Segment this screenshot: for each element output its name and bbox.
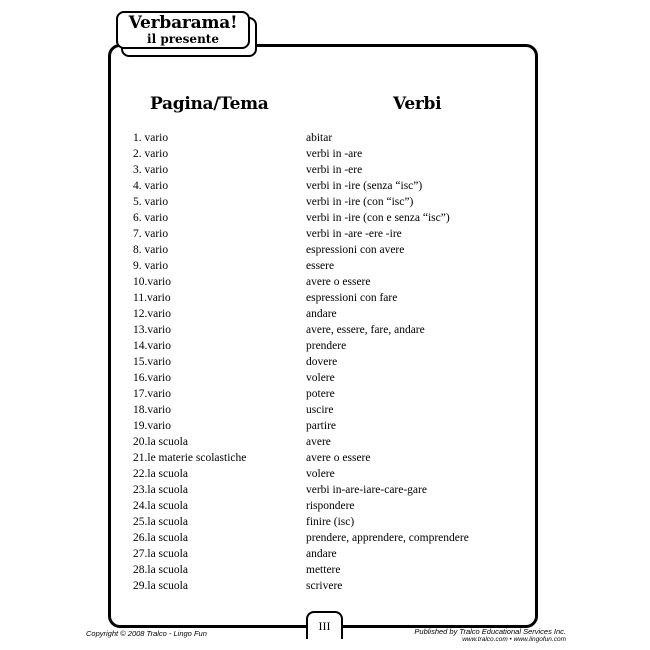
pagina-tema-cell: 6. vario [133,212,169,224]
list-item [133,418,523,434]
verbi-cell: prendere, apprendere, comprendere [306,532,469,544]
footer-websites: www.tralco.com • www.lingofun.com [462,636,566,643]
footer-copyright: Copyright © 2008 Tralco - Lingo Fun [86,629,207,638]
page-number: III [306,611,343,639]
list-item [133,226,523,242]
list-item [133,578,523,594]
list-item [133,498,523,514]
list-item [133,562,523,578]
badge-subtitle: il presente [147,32,219,46]
pagina-tema-cell: 4. vario [133,180,169,192]
verbi-cell: andare [306,548,337,560]
index-list [133,130,523,594]
pagina-tema-cell: 17.vario [133,388,172,400]
verbi-cell: scrivere [306,580,343,592]
column-header-pagina-tema: Pagina/Tema [150,94,269,114]
verbi-cell: espressioni con avere [306,244,405,256]
list-item [133,546,523,562]
verbi-cell: verbi in -ire (senza “isc”) [306,180,423,192]
pagina-tema-cell: 20.la scuola [133,436,188,448]
pagina-tema-cell: 26.la scuola [133,532,188,544]
pagina-tema-cell: 8. vario [133,244,169,256]
verbi-cell: avere, essere, fare, andare [306,324,425,336]
verbi-cell: avere o essere [306,452,371,464]
list-item [133,450,523,466]
list-item [133,178,523,194]
list-item [133,210,523,226]
pagina-tema-cell: 24.la scuola [133,500,188,512]
verbi-cell: avere o essere [306,276,371,288]
verbi-cell: volere [306,468,335,480]
pagina-tema-cell: 22.la scuola [133,468,188,480]
list-item [133,354,523,370]
verbi-cell: espressioni con fare [306,292,398,304]
verbi-cell: finire (isc) [306,516,355,528]
pagina-tema-cell: 13.vario [133,324,172,336]
list-item [133,322,523,338]
list-item [133,338,523,354]
pagina-tema-cell: 10.vario [133,276,172,288]
pagina-tema-cell: 18.vario [133,404,172,416]
pagina-tema-cell: 14.vario [133,340,172,352]
list-item [133,162,523,178]
verbi-cell: verbi in -ire (con “isc”) [306,196,414,208]
list-item [133,146,523,162]
pagina-tema-cell: 16.vario [133,372,172,384]
pagina-tema-cell: 3. vario [133,164,169,176]
verbi-cell: mettere [306,564,341,576]
verbi-cell: essere [306,260,335,272]
footer-publisher-block [414,627,566,644]
verbi-cell: verbi in-are-iare-care-gare [306,484,427,496]
list-item [133,242,523,258]
list-item [133,306,523,322]
verbi-cell: verbi in -ere [306,164,363,176]
verbi-cell: verbi in -ire (con e senza “isc”) [306,212,450,224]
list-item [133,274,523,290]
pagina-tema-cell: 9. vario [133,260,169,272]
column-header-verbi: Verbi [393,94,442,114]
title-badge [116,11,250,49]
pagina-tema-cell: 11.vario [133,292,171,304]
verbi-cell: andare [306,308,337,320]
pagina-tema-cell: 1. vario [133,132,169,144]
pagina-tema-cell: 29.la scuola [133,580,188,592]
pagina-tema-cell: 28.la scuola [133,564,188,576]
footer-publisher: Published by Tralco Educational Services Inc. [414,627,566,636]
verbi-cell: prendere [306,340,347,352]
list-item [133,482,523,498]
list-item [133,466,523,482]
pagina-tema-cell: 2. vario [133,148,169,160]
verbi-cell: rispondere [306,500,355,512]
pagina-tema-cell: 27.la scuola [133,548,188,560]
verbi-cell: avere [306,436,331,448]
pagina-tema-cell: 5. vario [133,196,169,208]
list-item [133,434,523,450]
pagina-tema-cell: 23.la scuola [133,484,188,496]
verbi-cell: partire [306,420,337,432]
verbi-cell: abitar [306,132,333,144]
list-item [133,194,523,210]
list-item [133,530,523,546]
list-item [133,386,523,402]
list-item [133,130,523,146]
list-item [133,290,523,306]
verbi-cell: uscire [306,404,334,416]
verbi-cell: volere [306,372,335,384]
verbi-cell: verbi in -are -ere -ire [306,228,402,240]
list-item [133,514,523,530]
pagina-tema-cell: 7. vario [133,228,169,240]
pagina-tema-cell: 12.vario [133,308,172,320]
badge-title: Verbarama! [128,13,238,33]
list-item [133,402,523,418]
list-item [133,258,523,274]
verbi-cell: dovere [306,356,338,368]
list-item [133,370,523,386]
pagina-tema-cell: 25.la scuola [133,516,188,528]
pagina-tema-cell: 19.vario [133,420,172,432]
verbi-cell: verbi in -are [306,148,363,160]
pagina-tema-cell: 15.vario [133,356,172,368]
pagina-tema-cell: 21.le materie scolastiche [133,452,247,464]
verbi-cell: potere [306,388,335,400]
